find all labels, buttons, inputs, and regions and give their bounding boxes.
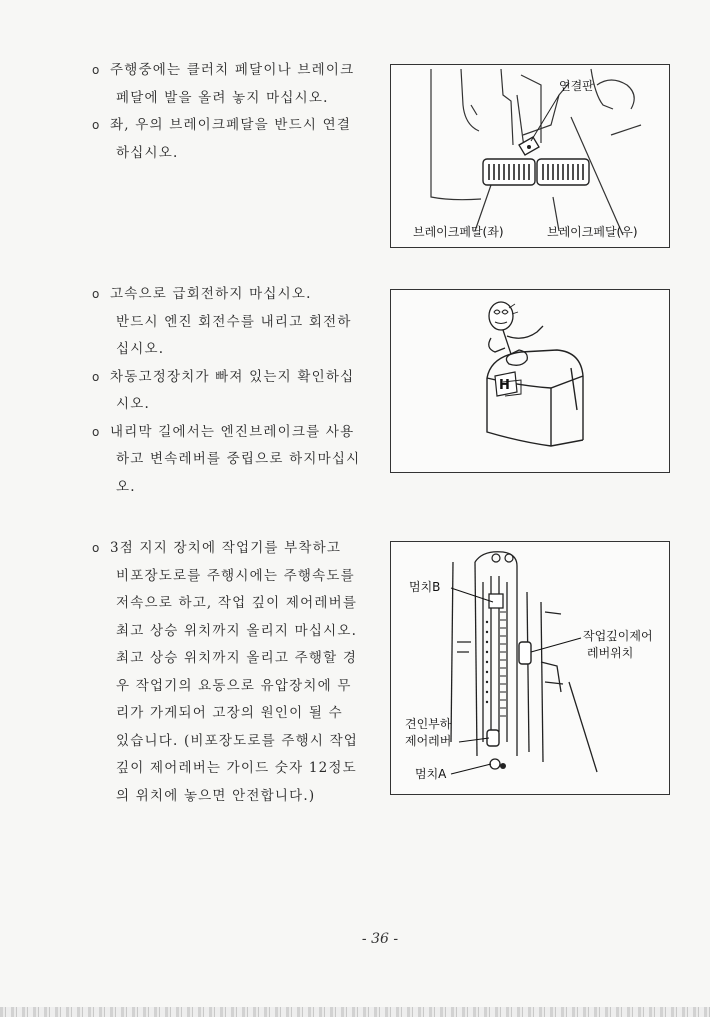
gear-shift-illustration [391, 290, 669, 472]
bullet: o [92, 369, 101, 384]
depth-lever-knob [519, 642, 531, 664]
text-line: 오. [116, 478, 136, 495]
text-line: 비포장도로를 주행시에는 주행속도를 [116, 567, 355, 584]
connecting-plate [519, 95, 559, 155]
connecting-plate-label: 연결판 [559, 79, 594, 93]
stopper-b [489, 554, 513, 608]
text-line: 시오. [116, 396, 150, 412]
section3-text [92, 535, 362, 810]
depth-lever-label-2: 레버위치 [587, 646, 634, 660]
text-line: 최고 상승 위치까지 올리고 주행할 경 [116, 650, 358, 666]
stopper-b-label: 멈치B [409, 580, 441, 594]
bullet: o [92, 541, 101, 555]
depth-control-figure [390, 541, 670, 795]
text-line: 하고 변속레버를 중립으로 하지마십시 [116, 451, 361, 467]
text-line: 십시오. [116, 341, 165, 357]
stopper-a [490, 759, 506, 769]
text-line: o 주행중에는 클러치 페달이나 브레이크 [92, 57, 362, 85]
section2-text [92, 281, 362, 501]
text-line: o 좌, 우의 브레이크페달을 반드시 연결 [92, 112, 362, 140]
text-line: 의 위치에 놓으면 안전합니다.) [116, 787, 316, 804]
depth-lever-label-1: 작업깊이제어 [583, 629, 653, 643]
page-number: - 36 - [361, 931, 399, 947]
text-line: 깊이 제어레버는 가이드 숫자 12정도 [116, 760, 357, 776]
text-line: 페달에 발을 올려 놓지 마십시오. [116, 89, 329, 106]
right-pedal-label: 브레이크페달(우) [547, 225, 638, 239]
gear-shift-figure [390, 289, 670, 473]
brake-pedal-illustration [391, 65, 669, 247]
text-line: 저속으로 하고, 작업 깊이 제어레버를 [116, 595, 358, 611]
right-brake-pedal [537, 159, 589, 185]
text-line: 하십시오. [116, 144, 179, 161]
bullet: o [92, 118, 101, 132]
text-line: 반드시 엔진 회전수를 내리고 회전하 [116, 313, 352, 330]
text-line: 리가 가게되어 고장의 원인이 될 수 [116, 705, 343, 721]
text-line: o 고속으로 급회전하지 마십시오. [92, 281, 362, 309]
gear-knob-face [489, 302, 518, 330]
left-pedal-label: 브레이크페달(좌) [413, 225, 504, 239]
leader-lines [451, 588, 581, 774]
left-brake-pedal [483, 159, 535, 185]
draft-lever-label-1: 견인부하 [405, 717, 452, 731]
scan-edge-noise [0, 1007, 710, 1017]
text-line: o 차동고정장치가 빠져 있는지 확인하십 [92, 364, 362, 392]
brake-pedal-figure [390, 64, 670, 248]
stopper-a-label: 멈치A [415, 767, 447, 781]
guide-dots [486, 621, 488, 703]
text-line: o 내리막 길에서는 엔진브레이크를 사용 [92, 419, 362, 447]
draft-lever-label-2: 제어레버 [405, 734, 452, 748]
bullet: o [92, 287, 101, 301]
text-line: o 3점 지지 장치에 작업기를 부착하고 [92, 535, 362, 563]
text-line: 최고 상승 위치까지 올리지 마십시오. [116, 622, 358, 639]
gear-letter: H [499, 378, 510, 393]
text-line: 우 작업기의 요동으로 유압장치에 무 [116, 677, 352, 694]
bullet: o [92, 424, 101, 439]
lever-guide-numbers [500, 612, 506, 716]
section1-text [92, 57, 362, 167]
bullet: o [92, 63, 101, 77]
text-line: 있습니다. (비포장도로를 주행시 작업 [116, 732, 359, 749]
